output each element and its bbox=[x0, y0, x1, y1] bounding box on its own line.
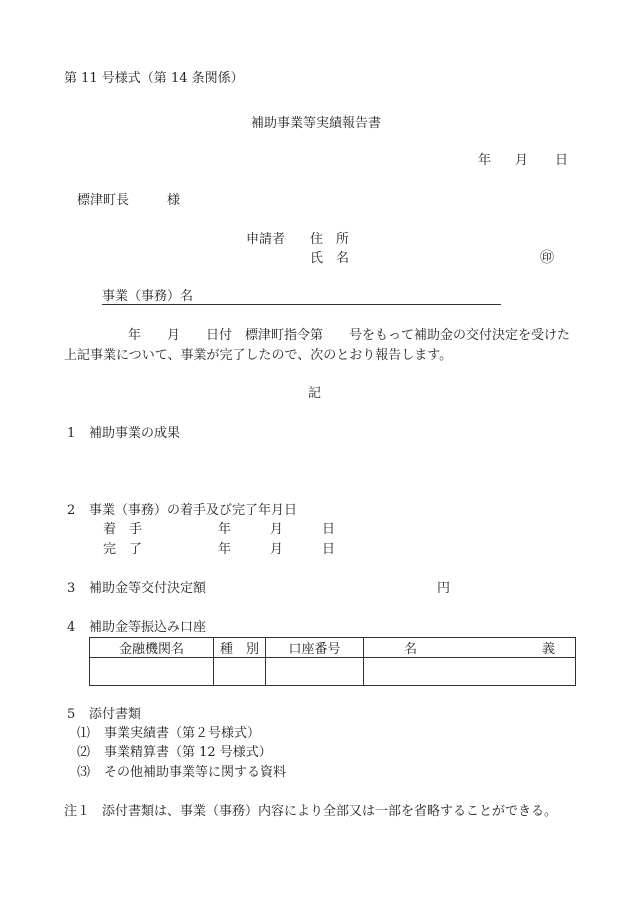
start-day: 日 bbox=[322, 522, 336, 537]
date-day: 日 bbox=[555, 153, 569, 168]
applicant-label: 申請者 bbox=[246, 232, 286, 247]
completion-year: 年 bbox=[218, 542, 232, 557]
ki-heading: 記 bbox=[308, 386, 322, 401]
account-holder-header-char-1: 名 bbox=[404, 642, 418, 657]
section-1-label: 補助事業の成果 bbox=[89, 426, 181, 441]
completion-month: 月 bbox=[270, 542, 284, 557]
section-2-number: 2 bbox=[67, 503, 76, 518]
form-number: 第 11 号様式（第 14 条関係） bbox=[64, 71, 244, 86]
section-4-label: 補助金等振込み口座 bbox=[89, 620, 207, 635]
section-3-label: 補助金等交付決定額 bbox=[89, 581, 207, 596]
project-name-label: 事業（事務）名 bbox=[102, 289, 194, 304]
account-holder-header bbox=[364, 638, 576, 658]
date-year: 年 bbox=[478, 153, 492, 168]
project-name-underline bbox=[102, 304, 501, 305]
section-5-number: 5 bbox=[67, 707, 76, 722]
seal-mark: ㊞ bbox=[540, 250, 554, 266]
attachment-marker: ⑵ bbox=[77, 745, 91, 760]
bank-account-table bbox=[89, 637, 576, 686]
section-1-number: 1 bbox=[67, 426, 76, 441]
date-month: 月 bbox=[515, 153, 529, 168]
addressee-honorific: 様 bbox=[167, 193, 181, 208]
start-label: 着 手 bbox=[103, 522, 143, 537]
account-holder-cell[interactable] bbox=[364, 658, 576, 686]
attachment-text: 事業精算書（第 12 号様式） bbox=[104, 745, 272, 760]
yen-unit: 円 bbox=[437, 581, 451, 596]
document-title: 補助事業等実績報告書 bbox=[251, 116, 382, 131]
start-year: 年 bbox=[218, 522, 232, 537]
address-label: 住 所 bbox=[310, 232, 350, 247]
body-line-2: 上記事業について、事業が完了したので、次のとおり報告します。 bbox=[64, 348, 453, 363]
account-number-cell[interactable] bbox=[266, 658, 364, 686]
section-2-label: 事業（事務）の着手及び完了年月日 bbox=[89, 503, 298, 518]
completion-day: 日 bbox=[322, 542, 336, 557]
completion-label: 完 了 bbox=[103, 542, 143, 557]
bank-name-cell[interactable] bbox=[90, 658, 214, 686]
attachment-marker: ⑴ bbox=[77, 726, 91, 741]
bank-name-header: 金融機関名 bbox=[90, 638, 214, 658]
section-5-label: 添付書類 bbox=[89, 707, 142, 722]
account-holder-header-char-2: 義 bbox=[541, 642, 555, 657]
addressee-name: 標津町長 bbox=[77, 193, 130, 208]
account-number-header: 口座番号 bbox=[266, 638, 364, 658]
attachment-text: その他補助事業等に関する資料 bbox=[104, 765, 287, 780]
bank-account-header-row bbox=[90, 638, 576, 658]
attachment-marker: ⑶ bbox=[77, 765, 91, 780]
footnote-label: 注１ bbox=[64, 804, 91, 819]
body-line-1: 年 月 日付 標津町指令第 号をもって補助金の交付決定を受けた bbox=[128, 328, 571, 343]
footnote-text: 添付書類は、事業（事務）内容により全部又は一部を省略することができる。 bbox=[102, 804, 558, 819]
account-type-header: 種 別 bbox=[214, 638, 266, 658]
bank-account-entry-row bbox=[90, 658, 576, 686]
name-label: 氏 名 bbox=[310, 251, 350, 266]
attachment-text: 事業実績書（第２号様式） bbox=[104, 726, 261, 741]
start-month: 月 bbox=[270, 522, 284, 537]
section-3-number: 3 bbox=[67, 581, 76, 596]
account-type-cell[interactable] bbox=[214, 658, 266, 686]
section-4-number: 4 bbox=[67, 620, 76, 635]
